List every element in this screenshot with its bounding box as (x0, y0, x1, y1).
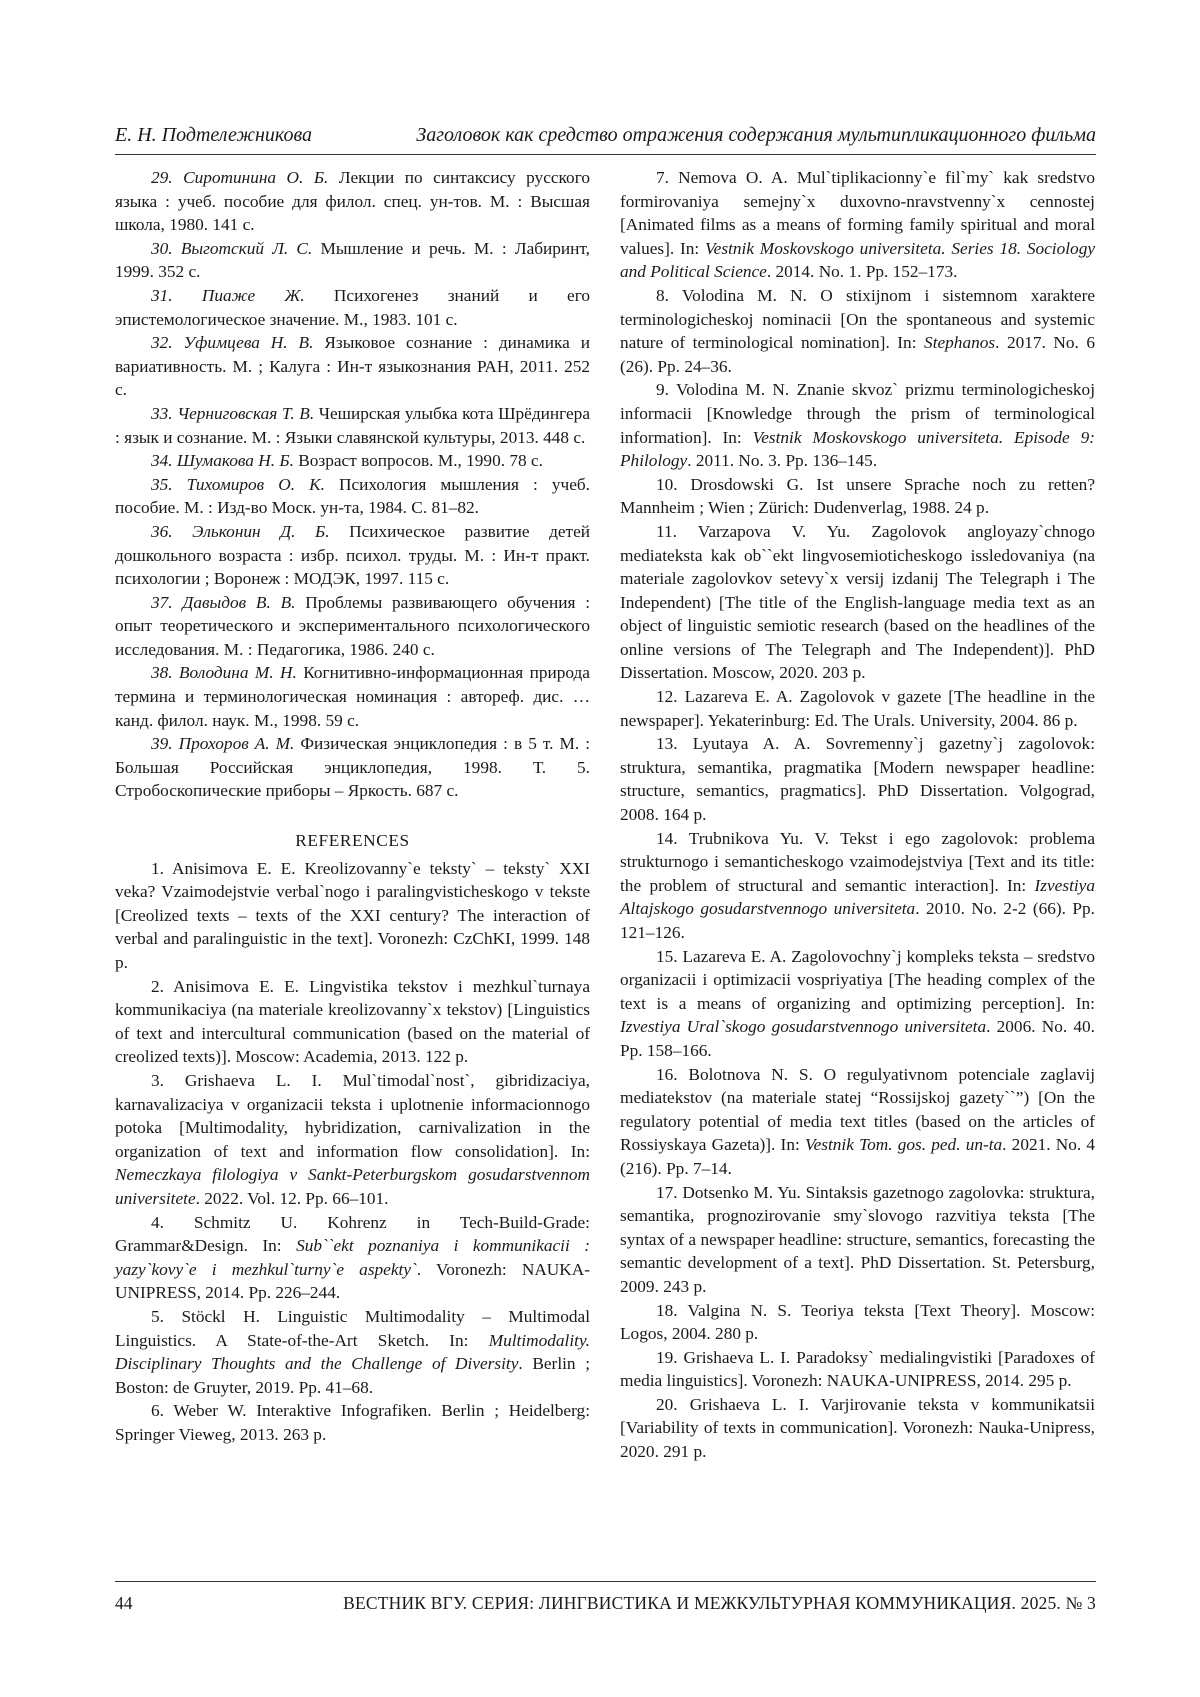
reference-item: 7. Nemova O. A. Mul`tiplikacionny`e fil`my` kak sredstvo formirovaniya semejny`x duxovno-nravstvenny`x cennostej [Animated films as a means of forming family spiritual and moral values]. In: Vestnik Moskovskogo universiteta. Series 18. Sociology and Political Science. 2014. No. 1. Pp. 152–173. (620, 168, 1096, 282)
reference-item: 34. Шумакова Н. Б. Возраст вопросов. М., 1990. 78 с. (151, 451, 543, 471)
header-rule (115, 154, 1096, 155)
reference-item: 14. Trubnikova Yu. V. Tekst i ego zagolovok: problema strukturnogo i semanticheskogo vzaimodejstviya [Text and its title: the problem of structural and semantic interaction]. In: Izvestiya Altajskogo gosudarstvennogo universiteta. 2010. No. 2-2 (66). Pp. 121–126. (620, 828, 1095, 942)
journal-title: ВЕСТНИК ВГУ. СЕРИЯ: ЛИНГВИСТИКА И МЕЖКУЛЬТУРНАЯ КОММУНИКАЦИЯ. 2025. № 3 (343, 1593, 1096, 1613)
reference-item: 33. Черниговская Т. В. Чеширская улыбка кота Шрёдингера : язык и сознание. М. : Языки славянской культуры, 2013. 448 с. (115, 403, 590, 447)
reference-item: 20. Grishaeva L. I. Varjirovanie teksta v kommunikatsii [Variability of texts in communication]. Voronezh: Nauka-Unipress, 2020. 291 p. (620, 1394, 1095, 1462)
reference-item: 11. Varzapova V. Yu. Zagolovok angloyazy`chnogo mediateksta kak ob``ekt lingvosemioticheskogo issledovaniya (na materiale zagolovkov setevy`x versij izdanij The Telegraph i The Independent) [The title of the English-language media text as an object of linguistic semiotic research (based on the headlines of the online versions of The Telegraph and The Independent)]. PhD Dissertation. Moscow, 2020. 203 p. (620, 521, 1095, 683)
reference-item: 36. Эльконин Д. Б. Психическое развитие детей дошкольного возраста : избр. психол. труды. М. : Ин-т практ. психологии ; Воронеж : МОДЭК, 1997. 115 с. (115, 521, 591, 589)
reference-item: 18. Valgina N. S. Teoriya teksta [Text Theory]. Moscow: Logos, 2004. 280 p. (620, 1300, 1095, 1344)
reference-item: 6. Weber W. Interaktive Infografiken. Berlin ; Heidelberg: Springer Vieweg, 2013. 263 p. (115, 1401, 590, 1444)
reference-item: 37. Давыдов В. В. Проблемы развивающего обучения : опыт теоретического и экспериментального психологического исследования. М. : Педагогика, 1986. 240 с. (115, 592, 590, 659)
reference-item: 4. Schmitz U. Kohrenz in Tech-Build-Grade: Grammar&Design. In: Sub``ekt poznaniya i kommunikacii : yazy`kovy`e i mezhkul`turny`e aspekty`. Voronezh: NAUKA-UNIPRESS, 2014. Pp. 226–244. (115, 1212, 591, 1303)
footer-rule (115, 1581, 1096, 1582)
reference-item: 12. Lazareva E. A. Zagolovok v gazete [The headline in the newspaper]. Yekaterinburg: Ed. The Urals. University, 2004. 86 p. (620, 687, 1095, 730)
reference-item: 15. Lazareva E. A. Zagolovochny`j kompleks teksta – sredstvo organizacii i optimizacii vospriyatiya [The heading complex of the text is a means of organizing and optimizing perception]. In: Izvestiya Ural`skogo gosudarstvennogo universiteta. 2006. No. 40. Pp. 158–166. (620, 946, 1095, 1060)
reference-item: 1. Anisimova E. E. Kreolizovanny`e teksty` – teksty` XXI veka? Vzaimodejstvie verbal`nogo i paralingvisticheskogo v tekste [Creolized texts – texts of the XXI century? The interaction of verbal and paralinguistic in the text]. Voronezh: CzChKI, 1999. 148 p. (115, 858, 590, 972)
reference-item: 32. Уфимцева Н. В. Языковое сознание : динамика и вариативность. М. ; Калуга : Ин-т языкознания РАН, 2011. 252 с. (115, 333, 590, 400)
running-header (115, 120, 1096, 150)
running-footer (115, 1589, 1096, 1617)
reference-item: 38. Володина М. Н. Когнитивно-информационная природа термина и терминологическая номинация : автореф. дис. … канд. филол. наук. М., 1998. 59 с. (115, 663, 590, 730)
reference-item: 30. Выготский Л. С. Мышление и речь. М. : Лабиринт, 1999. 352 с. (115, 238, 590, 282)
reference-item: 10. Drosdowski G. Ist unsere Sprache noch zu retten? Mannheim ; Wien ; Zürich: Dudenverlag, 1988. 24 p. (620, 474, 1095, 518)
reference-item: 13. Lyutaya A. A. Sovremenny`j gazetny`j zagolovok: struktura, semantika, pragmatika [Modern newspaper headline: structure, semantics, pragmatics]. PhD Dissertation. Volgograd, 2008. 164 p. (620, 734, 1095, 825)
left-column (115, 166, 590, 1446)
reference-item: 9. Volodina M. N. Znanie skvoz` prizmu terminologicheskoj informacii [Knowledge through the prism of terminological information]. In: Vestnik Moskovskogo universiteta. Episode 9: Philology. 2011. No. 3. Pp. 136–145. (620, 380, 1095, 471)
references-heading: REFERENCES (295, 831, 410, 851)
reference-item: 16. Bolotnova N. S. O regulyativnom potenciale zaglavij mediatekstov (na materiale statej “Rossijskoj gazety``”) [On the regulatory potential of media text titles (based on the articles of Rossiyskaya Gazeta)]. In: Vestnik Tom. gos. ped. un-ta. 2021. No. 4 (216). Pp. 7–14. (620, 1064, 1096, 1178)
reference-item: 19. Grishaeva L. I. Paradoksy` medialingvistiki [Paradoxes of media linguistics]. Voronezh: NAUKA-UNIPRESS, 2014. 295 p. (620, 1347, 1095, 1391)
reference-item: 5. Stöckl H. Linguistic Multimodality – Multimodal Linguistics. A State-of-the-Art Sketch. In: Multimodality. Disciplinary Thoughts and the Challenge of Diversity. Berlin ; Boston: de Gruyter, 2019. Pp. 41–68. (115, 1306, 590, 1397)
right-column (620, 166, 1095, 1464)
reference-item: 2. Anisimova E. E. Lingvistika tekstov i mezhkul`turnaya kommunikaciya (na materiale kreolizovanny`x tekstov) [Linguistics of text and intercultural communication (based on the material of creolized texts)]. Moscow: Academia, 2013. 122 p. (115, 976, 590, 1067)
reference-item: 31. Пиаже Ж. Психогенез знаний и его эпистемологическое значение. М., 1983. 101 с. (115, 285, 591, 329)
reference-item: 3. Grishaeva L. I. Mul`timodal`nost`, gibridizaciya, karnavalizaciya v organizacii teksta i uplotnenie informacionnogo potoka [Multimodality, hybridization, carnivalization in the organization of text and information flow consolidation]. In: Nemeczkaya filologiya v Sankt-Peterburgskom gosudarstvennom universitete. 2022. Vol. 12. Pp. 66–101. (115, 1070, 590, 1208)
header-article-title: Заголовок как средство отражения содержания мультипликационного фильма (416, 124, 1096, 146)
reference-item: 8. Volodina M. N. O stixijnom i sistemnom xaraktere terminologicheskoj nominacii [On the spontaneous and systemic nature of terminological nomination]. In: Stephanos. 2017. No. 6 (26). Pp. 24–36. (620, 285, 1095, 376)
page-number: 44 (115, 1593, 133, 1613)
reference-item: 39. Прохоров А. М. Физическая энциклопедия : в 5 т. М. : Большая Российская энциклопедия, 1998. Т. 5. Стробоскопические приборы – Яркость. 687 с. (115, 734, 590, 801)
reference-item: 29. Сиротинина О. Б. Лекции по синтаксису русского языка : учеб. пособие для филол. спец. ун-тов. М. : Высшая школа, 1980. 141 с. (115, 168, 590, 235)
reference-item: 35. Тихомиров О. К. Психология мышления : учеб. пособие. М. : Изд-во Моск. ун-та, 1984. С. 81–82. (115, 474, 591, 518)
header-author: Е. Н. Подтележникова (115, 124, 313, 146)
reference-item: 17. Dotsenko M. Yu. Sintaksis gazetnogo zagolovka: struktura, semantika, prognozirovanie smy`slovogo razvitiya teksta [The syntax of a newspaper headline: structure, semantics, forecasting the semantic development of a text]. PhD Dissertation. St. Petersburg, 2009. 243 p. (620, 1182, 1095, 1296)
